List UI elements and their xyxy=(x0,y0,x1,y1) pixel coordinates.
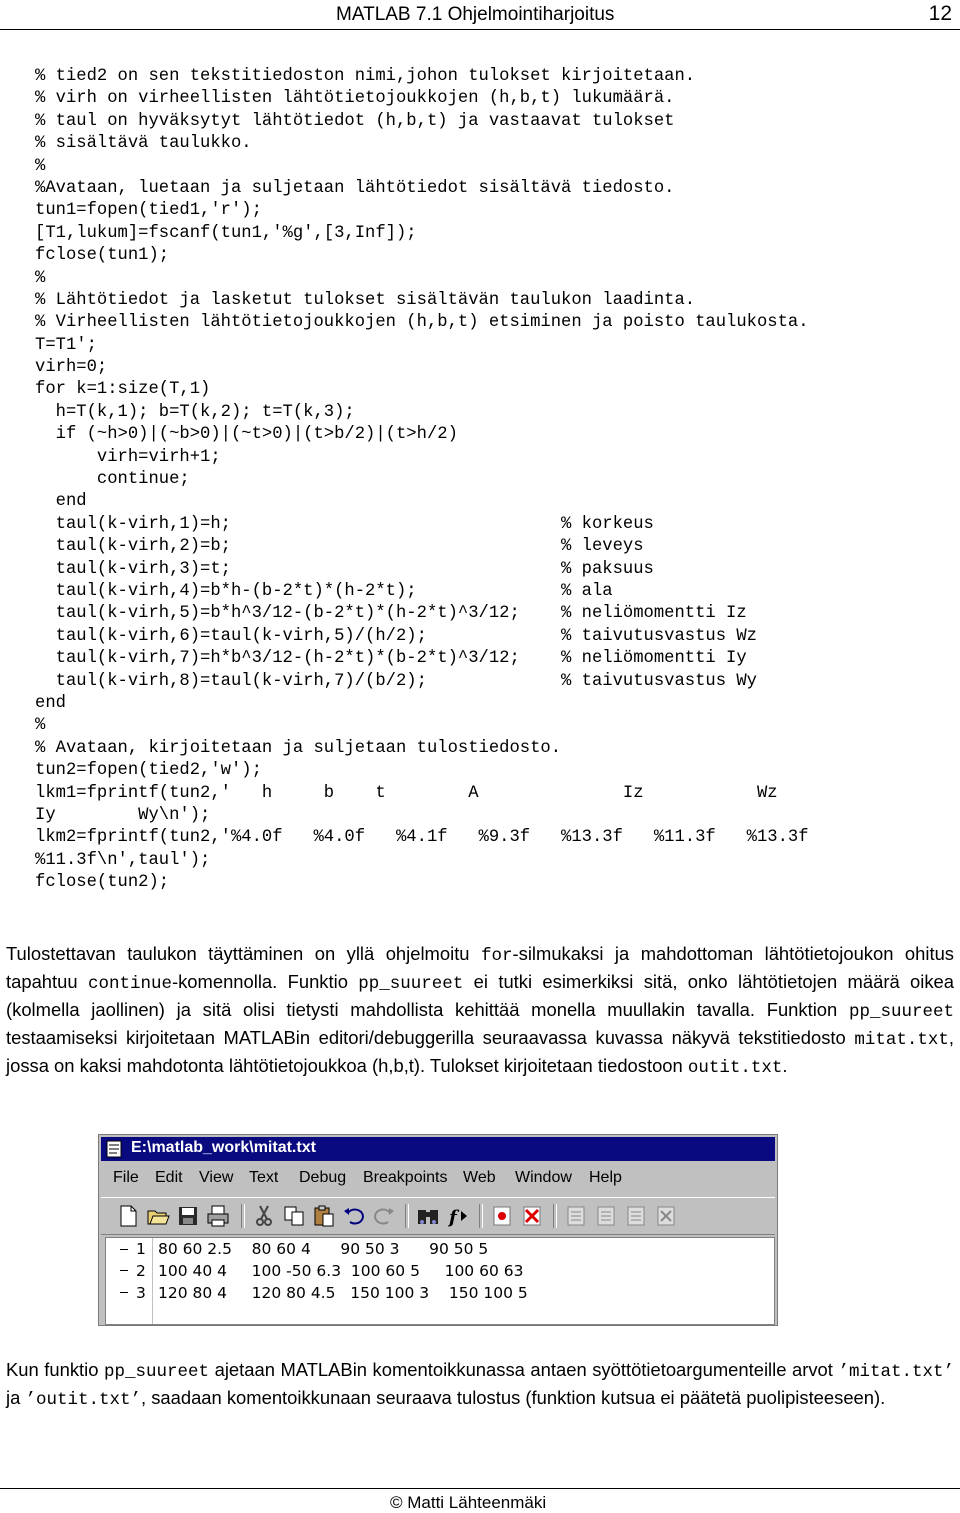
code-outit-txt: outit.txt xyxy=(687,1058,783,1078)
code-line: taul(k-virh,1)=h; % korkeus xyxy=(35,514,654,534)
save-icon[interactable] xyxy=(175,1203,201,1229)
set-breakpoint-icon[interactable] xyxy=(489,1203,515,1229)
code-line: [T1,lukum]=fscanf(tun1,'%g',[3,Inf]); xyxy=(35,223,417,243)
print-icon[interactable] xyxy=(205,1203,231,1229)
paragraph-1-text: . xyxy=(782,1055,788,1076)
paragraph-2-text: , saadaan komentoikkunaan seuraava tulostus (funktion kutsua ei päätetä puolipisteeseen). xyxy=(140,1387,886,1408)
code-line: taul(k-virh,8)=taul(k-virh,7)/(b/2); % taivutusvastus Wy xyxy=(35,671,757,691)
line-number: 2 xyxy=(136,1262,146,1280)
code-pp-suureet: pp_suureet xyxy=(848,1002,954,1022)
footer-rule xyxy=(0,1488,960,1489)
gutter-mark xyxy=(120,1270,128,1271)
open-folder-icon[interactable] xyxy=(145,1203,171,1229)
copy-icon[interactable] xyxy=(281,1203,307,1229)
code-line: h=T(k,1); b=T(k,2); t=T(k,3); xyxy=(35,402,355,422)
matlab-editor-icon xyxy=(105,1140,125,1158)
code-mitat-txt: ’mitat.txt’ xyxy=(838,1362,954,1382)
code-line: % Lähtötiedot ja lasketut tulokset sisältävän taulukon laadinta. xyxy=(35,290,696,310)
paragraph-2-text: ajetaan MATLABin komentoikkunassa antaen syöttötietoargumenteille arvot xyxy=(209,1359,839,1380)
exit-debug-icon[interactable] xyxy=(653,1203,679,1229)
code-outit-txt: ’outit.txt’ xyxy=(25,1390,141,1410)
paste-icon[interactable] xyxy=(311,1203,337,1229)
code-line: Iy Wy\n'); xyxy=(35,805,211,825)
code-line: % Virheellisten lähtötietojoukkojen (h,b,t) etsiminen ja poisto taulukosta. xyxy=(35,313,809,333)
menu-text[interactable]: Text xyxy=(249,1169,279,1186)
code-line: % xyxy=(35,156,46,176)
editor-toolbar xyxy=(101,1197,775,1235)
code-pp-suureet: pp_suureet xyxy=(358,974,464,994)
code-mitat-txt: mitat.txt xyxy=(854,1030,949,1050)
code-line: taul(k-virh,6)=taul(k-virh,5)/(h/2); % taivutusvastus Wz xyxy=(35,626,757,646)
svg-text:f: f xyxy=(449,1207,457,1228)
editor-titlebar[interactable] xyxy=(101,1137,775,1161)
undo-icon[interactable] xyxy=(341,1203,367,1229)
paragraph-2 xyxy=(6,1357,954,1413)
page-header xyxy=(0,0,960,30)
menu-file[interactable]: File xyxy=(113,1169,139,1186)
step-out-icon[interactable] xyxy=(623,1203,649,1229)
code-line: %Avataan, luetaan ja suljetaan lähtötiedot sisältävä tiedosto. xyxy=(35,178,675,198)
code-line: % taul on hyväksytyt lähtötiedot (h,b,t) ja vastaavat tulokset xyxy=(35,111,675,131)
paragraph-2-text: Kun funktio xyxy=(6,1359,105,1380)
menu-debug[interactable]: Debug xyxy=(299,1169,347,1186)
code-line: fclose(tun2); xyxy=(35,873,170,893)
step-icon[interactable] xyxy=(563,1203,589,1229)
code-line: virh=virh+1; xyxy=(35,447,221,467)
paragraph-2-text: ja xyxy=(6,1387,26,1408)
paragraph-1-text: testaamiseksi kirjoitetaan MATLABin editori/debuggerilla seuraavassa kuvassa näkyvä tekstitiedosto xyxy=(6,1027,855,1048)
code-for: for xyxy=(481,946,513,966)
footer-copyright: © Matti Lähteenmäki xyxy=(390,1493,547,1512)
editor-line: 100 40 4 100 -50 6.3 100 60 5 100 60 63 xyxy=(158,1262,524,1280)
find-icon[interactable] xyxy=(415,1203,441,1229)
redo-icon[interactable] xyxy=(371,1203,397,1229)
toolbar-separator xyxy=(241,1204,245,1228)
code-line: % xyxy=(35,716,46,736)
editor-line: 120 80 4 120 80 4.5 150 100 3 150 100 5 xyxy=(158,1284,528,1302)
editor-menubar xyxy=(101,1165,775,1191)
menu-web[interactable]: Web xyxy=(463,1169,496,1186)
toolbar-separator xyxy=(553,1204,557,1228)
editor-title: E:\matlab_work\mitat.txt xyxy=(131,1139,316,1156)
code-line: tun1=fopen(tied1,'r'); xyxy=(35,201,262,221)
paragraph-1-text: -komennolla. Funktio xyxy=(171,971,359,992)
code-line: tun2=fopen(tied2,'w'); xyxy=(35,761,262,781)
line-number: 3 xyxy=(136,1284,146,1302)
code-line: % Avataan, kirjoitetaan ja suljetaan tulostiedosto. xyxy=(35,738,562,758)
code-line: lkm1=fprintf(tun2,' h b t A Iz Wz xyxy=(35,783,778,803)
menu-breakpoints[interactable]: Breakpoints xyxy=(363,1169,448,1186)
code-listing xyxy=(35,66,809,894)
menu-help[interactable]: Help xyxy=(589,1169,622,1186)
cut-icon[interactable] xyxy=(251,1203,277,1229)
code-line: % xyxy=(35,268,46,288)
code-line: virh=0; xyxy=(35,358,108,378)
editor-text-area[interactable] xyxy=(105,1237,775,1325)
paragraph-1-text: -silmukaksi ja mahdottoman lähtötietojoukon ohitus tapahtuu xyxy=(6,943,954,992)
toolbar-separator xyxy=(405,1204,409,1228)
menu-view[interactable]: View xyxy=(199,1169,234,1186)
paragraph-1-text: , jossa on kaksi mahdotonta lähtötietojoukkoa (h,b,t). Tulokset kirjoitetaan tiedostoon xyxy=(6,1027,954,1076)
gutter-mark xyxy=(120,1292,128,1293)
paragraph-1 xyxy=(6,941,954,1081)
editor-line: 80 60 2.5 80 60 4 90 50 3 90 50 5 xyxy=(158,1240,489,1258)
code-continue: continue xyxy=(87,974,172,994)
code-line: taul(k-virh,7)=h*b^3/12-(h-2*t)*(b-2*t)^3/12; % neliömomentti Iy xyxy=(35,649,747,669)
code-line: if (~h>0)|(~b>0)|(~t>0)|(t>b/2)|(t>h/2) xyxy=(35,425,458,445)
code-line: %11.3f\n',taul'); xyxy=(35,850,211,870)
line-number: 1 xyxy=(136,1240,146,1258)
code-line: continue; xyxy=(35,470,190,490)
code-line: fclose(tun1); xyxy=(35,246,170,266)
gutter-mark xyxy=(120,1249,128,1250)
code-line: for k=1:size(T,1) xyxy=(35,380,211,400)
code-line: taul(k-virh,3)=t; % paksuus xyxy=(35,559,654,579)
clear-breakpoints-icon[interactable] xyxy=(519,1203,545,1229)
code-line: lkm2=fprintf(tun2,'%4.0f %4.0f %4.1f %9.3f %13.3f %11.3f %13.3f xyxy=(35,828,809,848)
step-in-icon[interactable] xyxy=(593,1203,619,1229)
header-rule xyxy=(0,29,960,30)
matlab-editor-window xyxy=(98,1134,778,1326)
line-number-gutter xyxy=(106,1238,153,1324)
function-icon[interactable] xyxy=(445,1203,471,1229)
code-line: T=T1'; xyxy=(35,335,97,355)
code-line: end xyxy=(35,693,66,713)
toolbar-separator xyxy=(479,1204,483,1228)
code-line: % sisältävä taulukko. xyxy=(35,134,252,154)
code-line: % tied2 on sen tekstitiedoston nimi,johon tulokset kirjoitetaan. xyxy=(35,67,696,86)
code-line: taul(k-virh,4)=b*h-(b-2*t)*(h-2*t); % ala xyxy=(35,581,613,601)
code-line: % virh on virheellisten lähtötietojoukkojen (h,b,t) lukumäärä. xyxy=(35,89,675,109)
paragraph-1-text: ei tutki esimerkiksi sitä, onko lähtötietojen määrä oikea (kolmella jaollinen) ja sitä olisi tietysti mahdollista kehittää monella muullakin tavalla. Funktion xyxy=(6,971,954,1020)
menu-window[interactable]: Window xyxy=(515,1169,572,1186)
code-pp-suureet: pp_suureet xyxy=(104,1362,210,1382)
code-line: taul(k-virh,5)=b*h^3/12-(b-2*t)*(h-2*t)^3/12; % neliömomentti Iz xyxy=(35,604,747,624)
code-line: end xyxy=(35,492,87,512)
menu-edit[interactable]: Edit xyxy=(155,1169,183,1186)
paragraph-1-text: Tulostettavan taulukon täyttäminen on yllä ohjelmoitu xyxy=(6,943,481,964)
code-line: taul(k-virh,2)=b; % leveys xyxy=(35,537,644,557)
new-file-icon[interactable] xyxy=(115,1203,141,1229)
header-title: MATLAB 7.1 Ohjelmointiharjoitus xyxy=(336,4,615,25)
page-number: 12 xyxy=(928,2,952,25)
